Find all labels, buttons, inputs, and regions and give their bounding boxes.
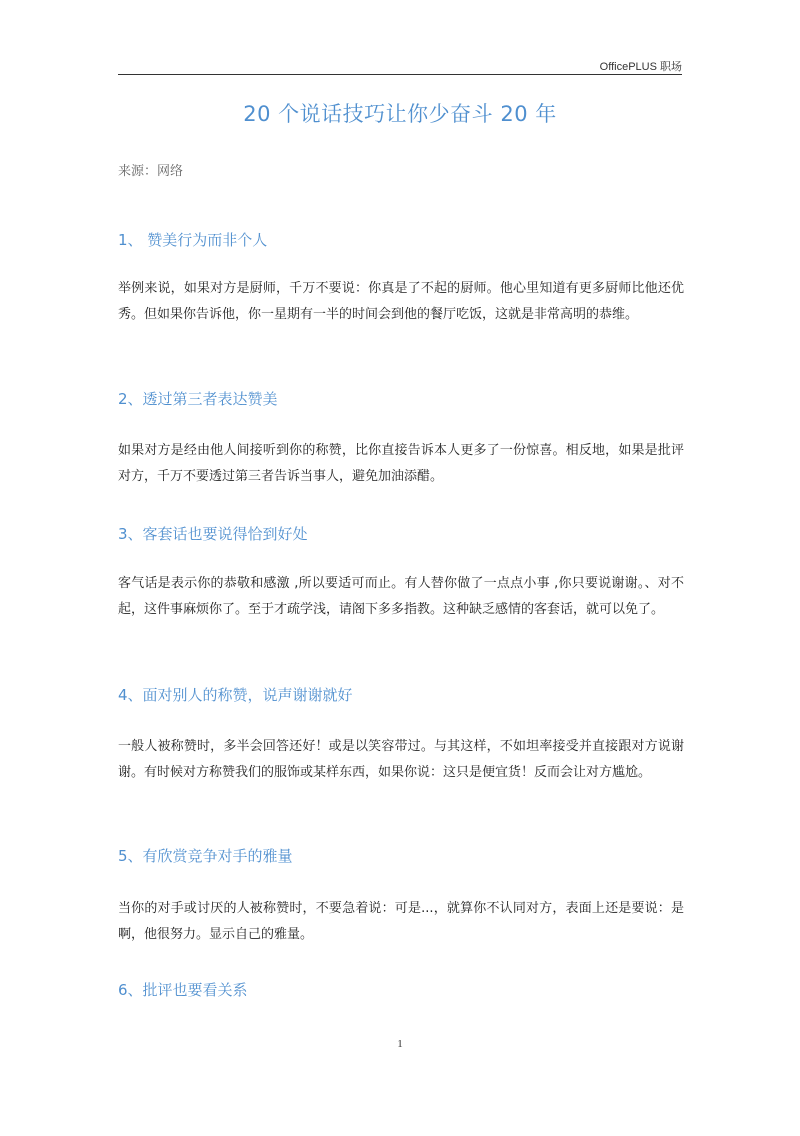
source-line: 来源：网络 bbox=[118, 164, 184, 179]
section-heading-6: 6、批评也要看关系 bbox=[118, 981, 248, 999]
document-title: 20 个说话技巧让你少奋斗 20 年 bbox=[243, 102, 557, 126]
page-number: 1 bbox=[397, 1038, 403, 1050]
header-divider bbox=[118, 74, 682, 75]
section-heading-3: 3、客套话也要说得恰到好处 bbox=[118, 525, 308, 543]
section-paragraph-1: 举例来说，如果对方是厨师，千万不要说：你真是了不起的厨师。他心里知道有更多厨师比他还优秀。但如果你告诉他，你一星期有一半的时间会到他的餐厅吃饭，这就是非常高明的恭维。 bbox=[118, 281, 684, 322]
section-heading-5: 5、有欣赏竞争对手的雅量 bbox=[118, 847, 293, 865]
section-heading-2: 2、透过第三者表达赞美 bbox=[118, 390, 278, 408]
section-paragraph-2: 如果对方是经由他人间接听到你的称赞，比你直接告诉本人更多了一份惊喜。相反地，如果是批评对方，千万不要透过第三者告诉当事人，避免加油添醋。 bbox=[118, 443, 684, 484]
section-paragraph-3: 客气话是表示你的恭敬和感激 ,所以要适可而止。有人替你做了一点点小事 ,你只要说谢谢。、对不起，这件事麻烦你了。至于才疏学浅，请阁下多多指教。这种缺乏感情的客套话，就可以免了。 bbox=[118, 576, 684, 617]
section-heading-1: 1、 赞美行为而非个人 bbox=[118, 231, 268, 249]
header-brand: OfficePLUS 职场 bbox=[599, 61, 682, 73]
section-paragraph-5: 当你的对手或讨厌的人被称赞时，不要急着说：可是...，就算你不认同对方，表面上还是要说：是啊，他很努力。显示自己的雅量。 bbox=[118, 901, 684, 942]
section-paragraph-4: 一般人被称赞时，多半会回答还好！或是以笑容带过。与其这样，不如坦率接受并直接跟对方说谢谢。有时候对方称赞我们的服饰或某样东西，如果你说：这只是便宜货！反而会让对方尴尬。 bbox=[118, 739, 684, 780]
section-heading-4: 4、面对别人的称赞，说声谢谢就好 bbox=[118, 686, 353, 704]
